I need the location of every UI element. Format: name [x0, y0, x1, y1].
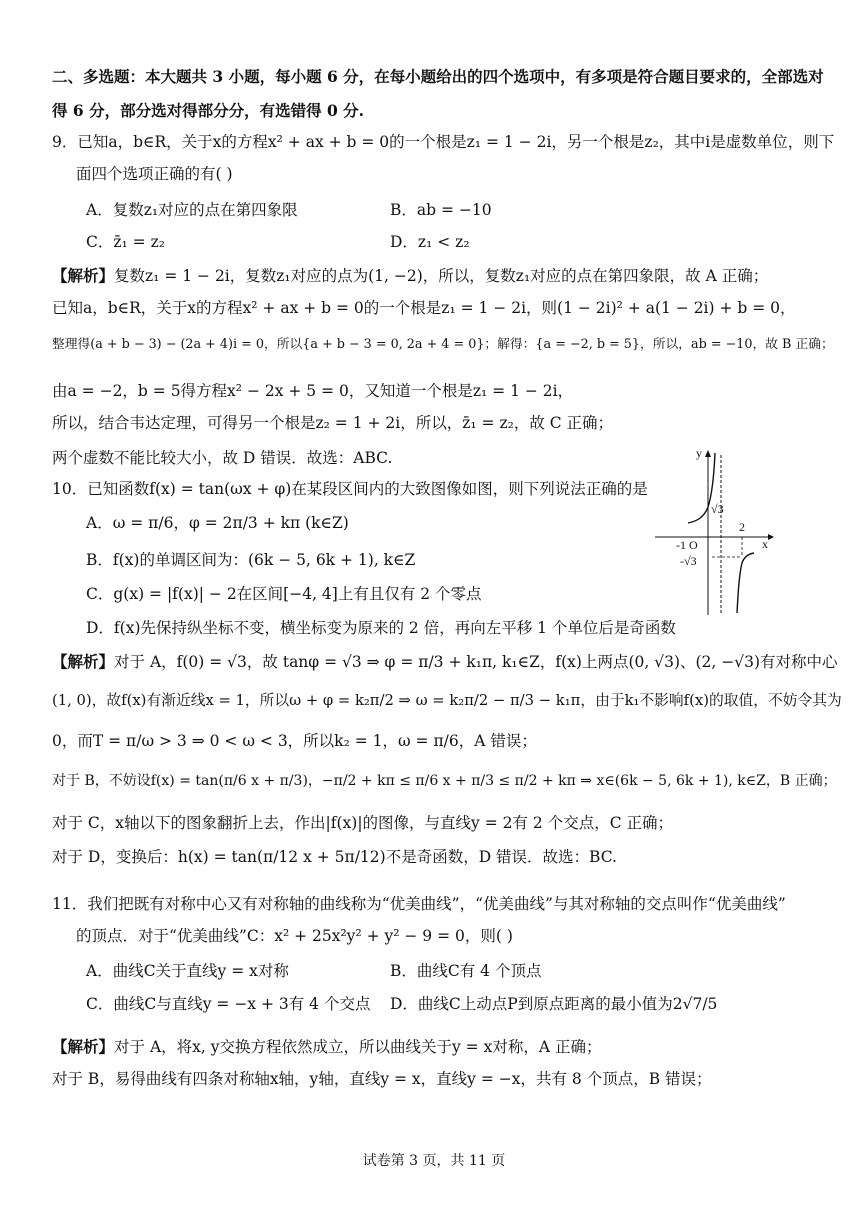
- q9-solution-line5: 所以，结合韦达定理，可得另一个根是z₂ = 1 + 2i，所以，z̄₁ = z₂，故 C 正确；: [52, 414, 614, 432]
- q9-stem-line2: 面四个选项正确的有( ): [76, 165, 233, 183]
- q9-solution-line6: 两个虚数不能比较大小，故 D 错误．故选：ABC.: [52, 449, 393, 467]
- section-heading-line1: 二、多选题：本大题共 3 小题，每小题 6 分，在每小题给出的四个选项中，有多项是符合题目要求的，全部选对: [52, 67, 824, 86]
- q9-solution-line2: 已知a，b∈R，关于x的方程x² + ax + b = 0的一个根是z₁ = 1 − 2i，则(1 − 2i)² + a(1 − 2i) + b = 0，: [52, 299, 796, 317]
- q11-solution-text1: 对于 A，将x, y交换方程依然成立，所以曲线关于y = x对称，A 正确；: [114, 1038, 602, 1056]
- q10-option-a: A．ω = π/6，φ = 2π/3 + kπ (k∈Z): [86, 514, 349, 532]
- q11-solution-line1: [52, 1036, 601, 1058]
- q10-solution-line3: 0，而T = π/ω > 3 ⇒ 0 < ω < 3，所以k₂ = 1，ω = π/6，A 错误；: [52, 732, 537, 750]
- q10-option-b: B．f(x)的单调区间为：(6k − 5, 6k + 1), k∈Z: [86, 551, 416, 569]
- q10-solution-line4: 对于 B，不妨设f(x) = tan(π/6 x + π/3)，−π/2 + kπ ≤ π/6 x + π/3 ≤ π/2 + kπ ⇒ x∈(6k − 5, 6k + 1), k∈Z，B 正确；: [52, 773, 837, 789]
- q9-solution-line1: [52, 265, 768, 287]
- q11-stem-line1: 11．我们把既有对称中心又有对称轴的曲线称为“优美曲线”，“优美曲线”与其对称轴的交点叫作“优美曲线”: [52, 895, 786, 913]
- q10-solution-line2: (1, 0)，故f(x)有渐近线x = 1，所以ω + φ = k₂π/2 ⇒ ω = k₂π/2 − π/3 − k₁π，由于k₁不影响f(x)的取值，不妨令其为: [52, 692, 842, 709]
- q9-solution-tag: 【解析】: [52, 266, 115, 285]
- q10-solution-tag: 【解析】: [52, 652, 115, 671]
- q10-tangent-graph: [650, 445, 775, 620]
- y-axis-arrow-icon: [705, 450, 711, 457]
- q10-stem: 10．已知函数f(x) = tan(ωx + φ)在某段区间内的大致图像如图，则下列说法正确的是: [52, 480, 648, 498]
- q9-option-a: A．复数z₁对应的点在第四象限: [86, 201, 298, 219]
- x-axis-arrow-icon: [768, 534, 774, 540]
- q9-solution-line4: 由a = −2，b = 5得方程x² − 2x + 5 = 0，又知道一个根是z₁ = 1 − 2i，: [52, 382, 574, 400]
- q9-solution-text1: 复数z₁ = 1 − 2i，复数z₁对应的点为(1, −2)，所以，复数z₁对应的点在第四象限，故 A 正确；: [114, 267, 769, 285]
- q10-solution-text1: 对于 A，f(0) = √3，故 tanφ = √3 ⇒ φ = π/3 + k₁π, k₁∈Z，f(x)上两点(0, √3)、(2, −√3)有对称中心: [114, 653, 838, 671]
- q9-option-b: B．ab = −10: [390, 201, 492, 219]
- q10-solution-line1: [52, 651, 838, 673]
- sqrt3-label: √3: [711, 502, 724, 516]
- q11-solution-line2: 对于 B，易得曲线有四条对称轴x轴，y轴，直线y = x，直线y = −x，共有 8 个顶点，B 错误；: [52, 1070, 712, 1088]
- q11-stem-line2: 的顶点．对于“优美曲线”C：x² + 25x²y² + y² − 9 = 0，则( ): [76, 927, 513, 945]
- y-axis-label: y: [696, 446, 702, 460]
- q11-option-c: C．曲线C与直线y = −x + 3有 4 个交点: [86, 995, 371, 1013]
- q11-option-a: A．曲线C关于直线y = x对称: [86, 962, 289, 980]
- q9-option-d: D．z₁ < z₂: [390, 233, 470, 251]
- q10-option-c: C．g(x) = |f(x)| − 2在区间[−4, 4]上有且仅有 2 个零点: [86, 585, 482, 603]
- x-axis-label: x: [762, 537, 768, 551]
- q10-option-d: D．f(x)先保持纵坐标不变，横坐标变为原来的 2 倍，再向左平移 1 个单位后是奇函数: [86, 619, 676, 637]
- q9-stem-line1: 9．已知a，b∈R，关于x的方程x² + ax + b = 0的一个根是z₁ = 1 − 2i，另一个根是z₂，其中i是虚数单位，则下: [52, 133, 835, 151]
- x2-label: 2: [739, 520, 745, 534]
- curve-right-branch: [737, 553, 754, 613]
- q9-solution-line3: 整理得(a + b − 3) − (2a + 4)i = 0，所以{a + b − 3 = 0, 2a + 4 = 0}；解得：{a = −2, b = 5}，所以，ab = −10，故 B 正确；: [52, 337, 834, 352]
- section-heading-line2: 得 6 分，部分选对得部分分，有选错得 0 分.: [52, 101, 365, 120]
- origin-label: -1 O: [676, 538, 698, 552]
- q9-option-c: C．z̄₁ = z₂: [86, 233, 165, 251]
- q10-solution-line6: 对于 D，变换后：h(x) = tan(π/12 x + 5π/12)不是奇函数，D 错误．故选：BC.: [52, 848, 617, 866]
- page-footer: 试卷第 3 页，共 11 页: [362, 1153, 506, 1169]
- q10-solution-line5: 对于 C，x轴以下的图象翻折上去，作出|f(x)|的图像，与直线y = 2有 2 个交点，C 正确；: [52, 814, 674, 832]
- q11-solution-tag: 【解析】: [52, 1037, 115, 1056]
- q11-option-b: B．曲线C有 4 个顶点: [390, 962, 542, 980]
- q11-option-d: D．曲线C上动点P到原点距离的最小值为2√7/5: [390, 995, 718, 1013]
- neg-sqrt3-label: -√3: [680, 554, 697, 568]
